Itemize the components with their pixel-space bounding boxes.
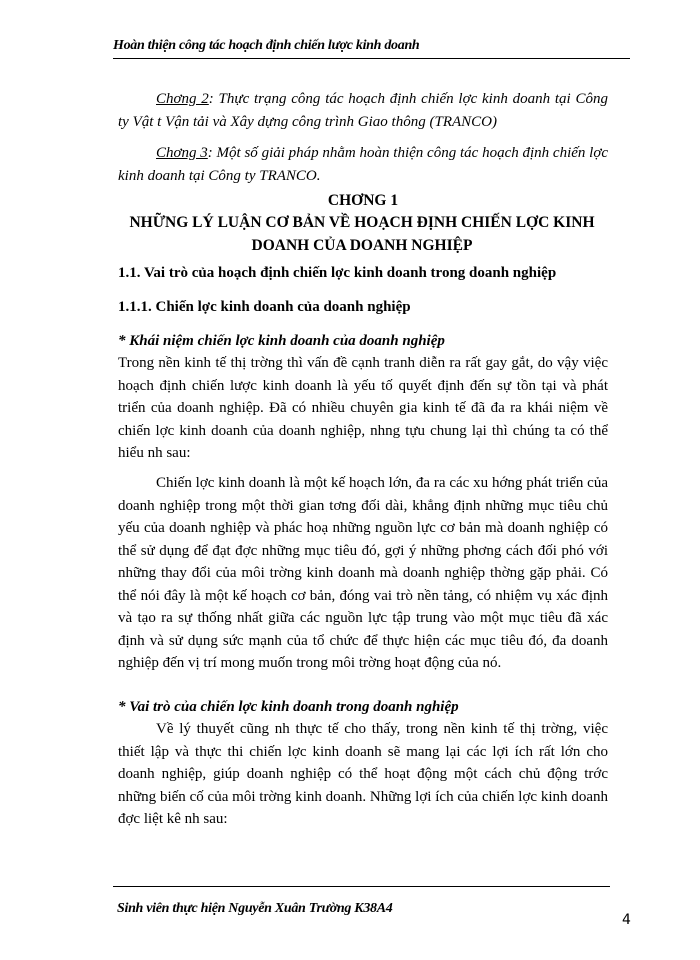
section-1-1-heading: 1.1. Vai trò của hoạch định chiến lợc kinh doanh trong doanh nghiệp xyxy=(118,265,557,281)
header-rule xyxy=(113,58,630,59)
concept-paragraph-1: Trong nền kinh tế thị trờng thì vấn đề cạnh tranh diễn ra rất gay gắt, do vậy việc hoạch định chiến lược kinh doanh là yếu tố quyết định đến sự tồn tại và phát triển của doanh nghiệp. Đã có nhiều chuyên gia kinh tế đã đa ra khái niệm về chiến lợc kinh doanh của doanh nghiệp, nhng tựu chung lại thì chúng ta có thể hiểu nh sau: xyxy=(118,355,608,461)
footer-rule xyxy=(113,886,610,887)
chapter2-label: Chơng 2 xyxy=(156,91,209,107)
chapter2-text: : Thực trạng công tác hoạch định chiến lợc kinh doanh tại Công ty Vật t Vận tải và Xây dựng công trình Giao thông (TRANCO) xyxy=(118,91,608,130)
chapter3-label: Chơng 3 xyxy=(156,145,208,161)
chapter3-text: : Một số giải pháp nhằm hoàn thiện công tác hoạch định chiến lợc kinh doanh tại Công ty TRANCO. xyxy=(118,145,608,184)
role-paragraph-1: Về lý thuyết cũng nh thực tế cho thấy, trong nền kinh tế thị trờng, việc thiết lập và thực thi chiến lợc kinh doanh sẽ mang lại các lợi ích rất lớn cho doanh nghiệp, giúp doanh nghiệp có thể hoạt động một cách chủ động trớc những biến cố của môi trờng kinh doanh. Những lợi ích của chiến lợc kinh doanh đợc liệt kê nh sau: xyxy=(118,721,608,827)
chapter3-summary xyxy=(118,142,608,187)
chapter2-summary xyxy=(118,88,608,133)
page-number: 4 xyxy=(622,912,631,928)
section-1-1-1-heading: 1.1.1. Chiến lợc kinh doanh của doanh nghiệp xyxy=(118,299,411,315)
role-heading: * Vai trò của chiến lợc kinh doanh trong doanh nghiệp xyxy=(118,699,459,715)
footer-author: Sinh viên thực hiện Nguyễn Xuân Trường K38A4 xyxy=(117,901,393,916)
chapter-title: NHỮNG LÝ LUẬN CƠ BẢN VỀ HOẠCH ĐỊNH CHIẾN LỢC KINH DOANH CỦA DOANH NGHIỆP xyxy=(129,214,595,254)
chapter-number: CHƠNG 1 xyxy=(327,192,399,209)
concept-paragraph-2: Chiến lợc kinh doanh là một kế hoạch lớn, đa ra các xu hớng phát triển của doanh nghiệp trong một thời gian tơng đối dài, khẳng định những mục tiêu chủ yếu của doanh nghiệp và phác hoạ những nguồn lực cơ bản mà doanh nghiệp có thể sử dụng để đạt đợc những mục tiêu đó, gợi ý những phơng cách đối phó với những thay đổi của môi trờng kinh doanh mà doanh nghiệp thờng gặp phải. Có thể nói đây là một kế hoạch cơ bản, đóng vai trò nền tảng, có nhiệm vụ xác định và tạo ra sự thống nhất giữa các nguồn lực tập trung vào một mục tiêu đã xác định và sử dụng sức mạnh của tổ chức để thực hiện các mục tiêu đó, đa doanh nghiệp đến vị trí mong muốn trong môi trờng hoạt động của nó. xyxy=(118,475,608,671)
concept-heading: * Khái niệm chiến lợc kinh doanh của doanh nghiệp xyxy=(118,333,445,349)
header-title: Hoàn thiện công tác hoạch định chiến lược kinh doanh xyxy=(113,38,420,53)
